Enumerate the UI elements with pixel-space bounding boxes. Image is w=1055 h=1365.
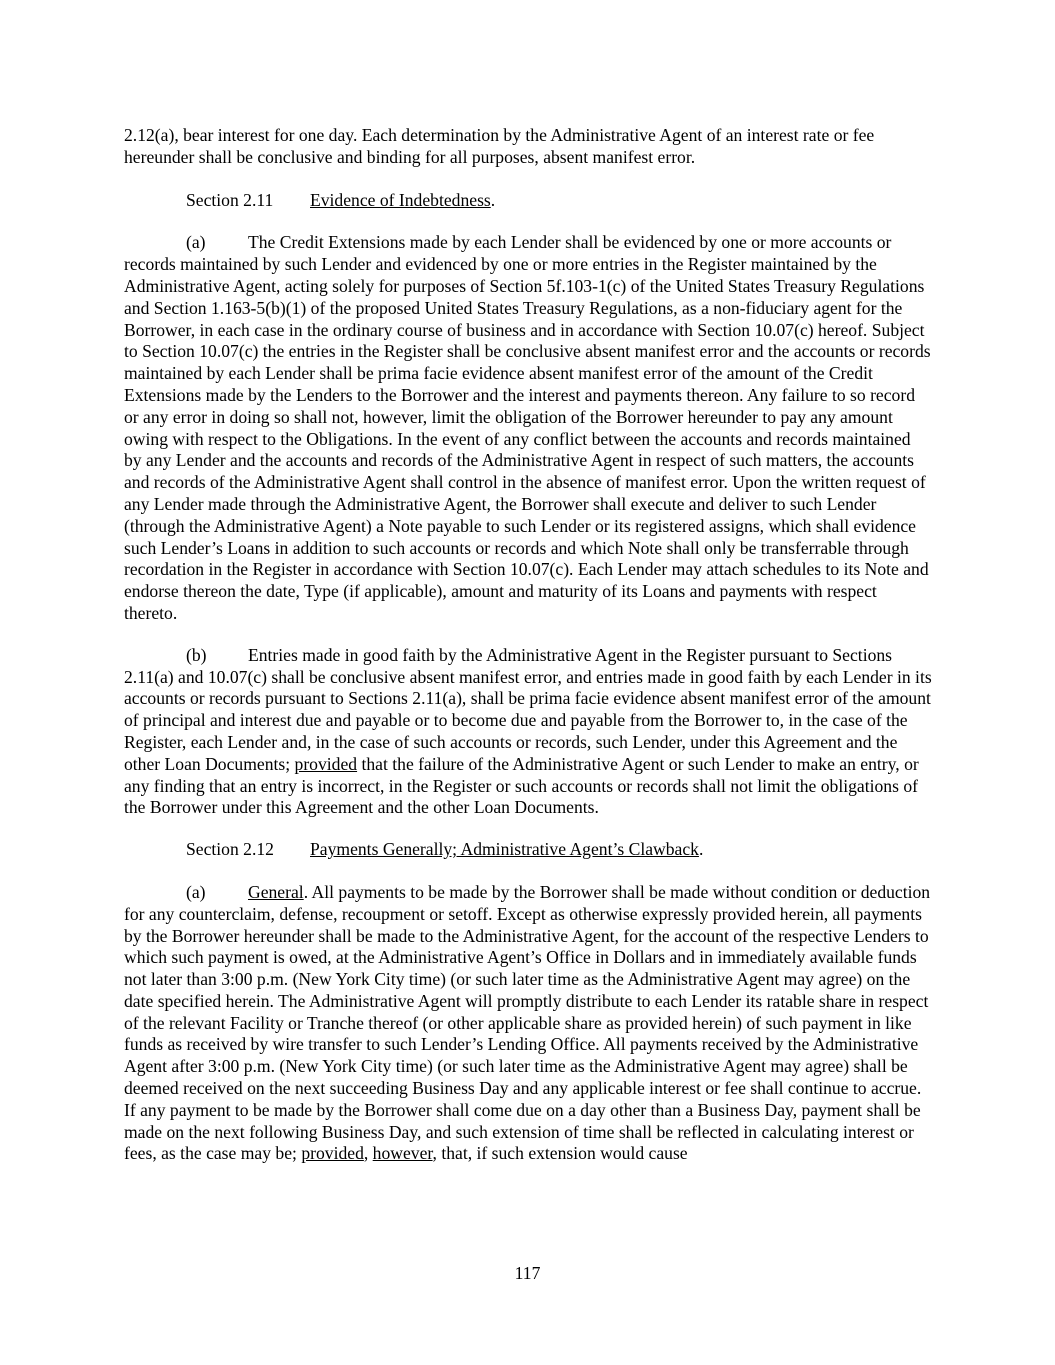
section-number: Section 2.12	[186, 839, 274, 860]
paragraph-text-continued: that the failure of the Administrative Agent or such Lender to make an entry, or any finding that an entry is incorrect, in the Register or such accounts or records shall not limit the obligations of the Borrower under this Agreement and the other Loan Documents.	[124, 753, 919, 818]
page-body	[124, 125, 932, 1185]
subsection-label: (a)	[186, 881, 206, 902]
section-2-12-heading	[186, 839, 932, 861]
paragraph-text: 2.12(a), bear interest for one day. Each determination by the Administrative Agent of an interest rate or fee hereunder shall be conclusive and binding for all purposes, absent manifest error.	[124, 125, 875, 167]
section-2-11-heading	[186, 190, 932, 212]
section-title: Payments Generally; Administrative Agent’s Clawback	[310, 839, 699, 860]
paragraph-text-continued: , that, if such extension would cause	[432, 1143, 688, 1164]
section-title: Evidence of Indebtedness	[310, 189, 491, 210]
section-title-period: .	[698, 839, 704, 860]
continued-paragraph	[124, 125, 932, 169]
provided-term: provided	[294, 753, 358, 774]
paragraph-text: The Credit Extensions made by each Lender shall be evidenced by one or more accounts or records maintained by such Lender and evidenced by one or more entries in the Register maintained by the Administrative Agent, acting solely for purposes of Section 5f.103-1(c) of the United States Treasury Regulations and Section 1.163-5(b)(1) of the proposed United States Treasury Regulations, as a non-fiduciary agent for the Borrower, in each case in the ordinary course of business and in accordance with Section 10.07(c) hereof. Subject to Section 10.07(c) the entries in the Register shall be conclusive absent manifest error and the accounts or records maintained by each Lender shall be prima facie evidence absent manifest error of the amount of the Credit Extensions made by the Lenders to the Borrower and the interest and payments thereon. Any failure to so record or any error in doing so shall not, however, limit the obligation of the Borrower hereunder to pay any amount owing with respect to the Obligations. In the event of any conflict between the accounts and records maintained by any Lender and the accounts and records of the Administrative Agent in respect of such matters, the accounts and records of the Administrative Agent shall control in the absence of manifest error. Upon the written request of any Lender made through the Administrative Agent, the Borrower shall execute and deliver to such Lender (through the Administrative Agent) a Note payable to such Lender or its registered assigns, which shall evidence such Lender’s Loans in addition to such accounts or records and which Note shall only be transferrable through recordation in the Register in accordance with Section 10.07(c). Each Lender may attach schedules to its Note and endorse thereon the date, Type (if applicable), amount and maturity of its Loans and payments with respect thereto.	[124, 232, 931, 623]
section-number: Section 2.11	[186, 189, 274, 210]
section-2-11-paragraph-b	[124, 645, 932, 819]
subsection-caption-period: .	[303, 881, 309, 902]
section-2-12-paragraph-a	[124, 882, 932, 1165]
section-title-period: .	[490, 189, 496, 210]
subsection-label: (b)	[186, 644, 207, 665]
paragraph-text: All payments to be made by the Borrower shall be made without condition or deduction for any counterclaim, defense, recoupment or setoff. Except as otherwise expressly provided herein, all payments by the Borrower hereunder shall be made to the Administrative Agent, for the account of the respective Lenders to which such payment is owed, at the Administrative Agent’s Office in Dollars and in immediately available funds not later than 3:00 p.m. (New York City time) (or such later time as the Administrative Agent may agree) on the date specified herein. The Administrative Agent will promptly distribute to each Lender its ratable share in respect of the relevant Facility or Tranche thereof (or other applicable share as provided herein) of such payment in like funds as received by wire transfer to such Lender’s Lending Office. All payments received by the Administrative Agent after 3:00 p.m. (New York City time) (or such later time as the Administrative Agent may agree) shall be deemed received on the next succeeding Business Day and any applicable interest or fee shall continue to accrue. If any payment to be made by the Borrower shall come due on a day other than a Business Day, payment shall be made on the next following Business Day, and such extension of time shall be reflected in calculating interest or fees, as the case may be;	[124, 881, 931, 1164]
page-number: 117	[514, 1263, 541, 1283]
paragraph-text: Entries made in good faith by the Administrative Agent in the Register pursuant to Sections 2.11(a) and 10.07(c) shall be conclusive absent manifest error, and entries made in good faith by each Lender in its accounts or records pursuant to Sections 2.11(a), shall be prima facie evidence absent manifest error of the amount of principal and interest due and payable or to become due and payable from the Borrower to, in the case of the Register, each Lender and, in the case of such accounts or records, such Lender, under this Agreement and the other Loan Documents;	[124, 644, 932, 774]
subsection-label: (a)	[186, 232, 206, 253]
provided-term: provided	[301, 1143, 364, 1164]
subsection-caption: General	[248, 881, 304, 902]
however-term: however	[372, 1143, 433, 1164]
section-2-11-paragraph-a	[124, 232, 932, 624]
separator: ,	[363, 1143, 373, 1164]
